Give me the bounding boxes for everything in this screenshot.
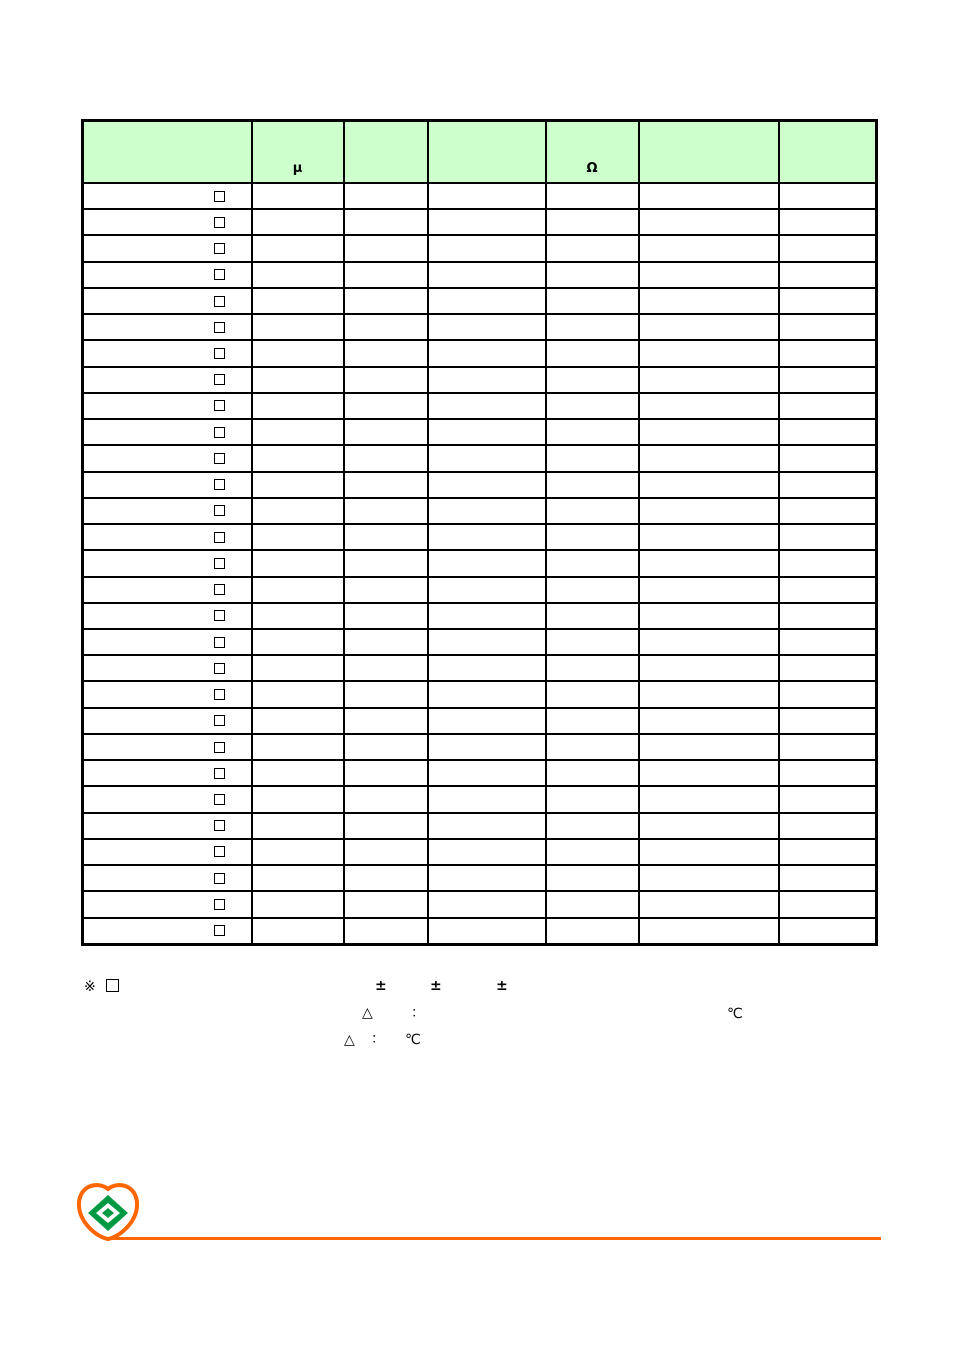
table-cell (252, 918, 344, 945)
table-cell (428, 891, 546, 917)
table-cell (546, 813, 639, 839)
table-cell (428, 498, 546, 524)
part-number-cell (83, 393, 252, 419)
part-number-cell (83, 681, 252, 707)
table-row (83, 891, 877, 917)
table-row (83, 367, 877, 393)
table-cell (252, 498, 344, 524)
table-cell (639, 603, 779, 629)
table-cell (252, 183, 344, 209)
table-row (83, 577, 877, 603)
table-cell (639, 891, 779, 917)
part-number-cell (83, 918, 252, 945)
table-cell (546, 577, 639, 603)
table-cell (546, 288, 639, 314)
table-cell (252, 655, 344, 681)
table-cell (252, 550, 344, 576)
checkbox-square-icon (214, 820, 225, 831)
table-cell (546, 918, 639, 945)
table-header-row (83, 121, 877, 184)
table-cell (428, 813, 546, 839)
checkbox-square-icon (214, 925, 225, 936)
table-cell (428, 445, 546, 471)
table-cell (252, 708, 344, 734)
table-cell (344, 472, 428, 498)
part-number-cell (83, 445, 252, 471)
table-cell (428, 183, 546, 209)
checkbox-square-icon (214, 584, 225, 595)
checkbox-square-icon (214, 505, 225, 516)
table-cell (779, 445, 877, 471)
celsius-2: ℃ (405, 1032, 421, 1048)
checkbox-square-icon (214, 663, 225, 674)
table-cell (252, 839, 344, 865)
checkbox-square-icon (214, 479, 225, 490)
company-logo-icon (76, 1183, 140, 1243)
table-cell (639, 550, 779, 576)
table-cell (779, 235, 877, 261)
table-cell (546, 839, 639, 865)
table-cell (639, 918, 779, 945)
part-number-cell (83, 550, 252, 576)
table-cell (428, 839, 546, 865)
table-cell (779, 629, 877, 655)
table-cell (639, 655, 779, 681)
checkbox-square-icon (214, 742, 225, 753)
table-row (83, 262, 877, 288)
table-cell (344, 524, 428, 550)
table-cell (639, 708, 779, 734)
table-cell (639, 419, 779, 445)
header-test-frequency (428, 121, 546, 184)
checkbox-square-icon (214, 453, 225, 464)
table-cell (428, 550, 546, 576)
table-cell (639, 367, 779, 393)
table-cell (639, 393, 779, 419)
table-cell (252, 209, 344, 235)
part-number-cell (83, 340, 252, 366)
part-number-cell (83, 524, 252, 550)
table-cell (252, 577, 344, 603)
table-cell (639, 498, 779, 524)
table-cell (779, 314, 877, 340)
note-checkbox-square (106, 979, 119, 992)
checkbox-square-icon (214, 532, 225, 543)
table-row (83, 445, 877, 471)
header-dcr: Ω (546, 121, 639, 184)
table-row (83, 813, 877, 839)
part-number-cell (83, 760, 252, 786)
checkbox-square-icon (214, 348, 225, 359)
table-cell (779, 524, 877, 550)
checkbox-square-icon (214, 558, 225, 569)
table-cell (639, 209, 779, 235)
table-row (83, 288, 877, 314)
table-cell (344, 629, 428, 655)
table-cell (779, 340, 877, 366)
header-part-number (83, 121, 252, 184)
table-cell (639, 524, 779, 550)
table-cell (428, 262, 546, 288)
checkbox-square-icon (214, 899, 225, 910)
table-cell (639, 839, 779, 865)
table-cell (428, 472, 546, 498)
checkbox-square-icon (214, 243, 225, 254)
part-number-cell (83, 262, 252, 288)
table-cell (779, 262, 877, 288)
table-cell (428, 314, 546, 340)
table-cell (252, 629, 344, 655)
table-cell (779, 891, 877, 917)
table-cell (779, 681, 877, 707)
part-number-cell (83, 367, 252, 393)
table-cell (546, 734, 639, 760)
specification-table (81, 119, 878, 946)
part-number-cell (83, 865, 252, 891)
table-cell (546, 340, 639, 366)
celsius-1: ℃ (727, 1006, 743, 1022)
table-cell (546, 603, 639, 629)
table-cell (344, 498, 428, 524)
table-cell (344, 760, 428, 786)
table-cell (428, 708, 546, 734)
table-cell (779, 577, 877, 603)
plus-minus-3: ± (496, 978, 508, 994)
table-cell (344, 839, 428, 865)
table-cell (546, 367, 639, 393)
table-row (83, 760, 877, 786)
table-cell (639, 577, 779, 603)
table-cell (779, 786, 877, 812)
delta-symbol-2: △ (344, 1032, 355, 1048)
part-number-cell (83, 498, 252, 524)
table-cell (639, 314, 779, 340)
table-cell (252, 813, 344, 839)
table-cell (344, 734, 428, 760)
table-cell (344, 235, 428, 261)
table-cell (428, 393, 546, 419)
table-cell (779, 865, 877, 891)
table-cell (344, 550, 428, 576)
table-cell (252, 419, 344, 445)
table-cell (252, 393, 344, 419)
header-inductance: μ (252, 121, 344, 184)
table-cell (639, 288, 779, 314)
table-cell (639, 734, 779, 760)
table-cell (779, 367, 877, 393)
checkbox-square-icon (214, 191, 225, 202)
table-cell (428, 629, 546, 655)
table-cell (252, 445, 344, 471)
table-cell (546, 498, 639, 524)
checkbox-square-icon (214, 610, 225, 621)
table-row (83, 183, 877, 209)
table-cell (779, 393, 877, 419)
table-cell (546, 419, 639, 445)
plus-minus-2: ± (430, 978, 442, 994)
part-number-cell (83, 734, 252, 760)
table-cell (344, 445, 428, 471)
checkbox-square-icon (214, 269, 225, 280)
part-number-cell (83, 577, 252, 603)
table-cell (639, 813, 779, 839)
table-cell (779, 550, 877, 576)
table-cell (779, 918, 877, 945)
checkbox-square-icon (214, 768, 225, 779)
table-cell (252, 340, 344, 366)
part-number-cell (83, 209, 252, 235)
table-cell (639, 340, 779, 366)
table-cell (639, 183, 779, 209)
table-cell (779, 760, 877, 786)
table-row (83, 498, 877, 524)
table-row (83, 708, 877, 734)
table-cell (639, 472, 779, 498)
table-row (83, 314, 877, 340)
table-cell (779, 708, 877, 734)
checkbox-square-icon (214, 715, 225, 726)
table-cell (252, 891, 344, 917)
part-number-cell (83, 288, 252, 314)
table-row (83, 918, 877, 945)
table-row (83, 550, 877, 576)
table-row (83, 209, 877, 235)
checkbox-square-icon (214, 296, 225, 307)
table-cell (252, 681, 344, 707)
header-tolerance (344, 121, 428, 184)
table-row (83, 235, 877, 261)
table-cell (428, 655, 546, 681)
table-cell (428, 918, 546, 945)
table-row (83, 629, 877, 655)
table-cell (546, 472, 639, 498)
part-number-cell (83, 839, 252, 865)
table-cell (252, 786, 344, 812)
table-cell (428, 865, 546, 891)
checkbox-square-icon (214, 689, 225, 700)
table-cell (428, 786, 546, 812)
table-cell (546, 786, 639, 812)
table-cell (252, 603, 344, 629)
table-cell (779, 498, 877, 524)
table-cell (428, 734, 546, 760)
table-cell (252, 288, 344, 314)
part-number-cell (83, 813, 252, 839)
table-cell (344, 891, 428, 917)
checkbox-square-icon (214, 322, 225, 333)
table-cell (344, 603, 428, 629)
table-cell (779, 655, 877, 681)
table-cell (344, 393, 428, 419)
table-cell (546, 209, 639, 235)
table-cell (639, 235, 779, 261)
table-cell (779, 183, 877, 209)
table-cell (428, 524, 546, 550)
table-cell (546, 262, 639, 288)
checkbox-square-icon (214, 427, 225, 438)
part-number-cell (83, 183, 252, 209)
table-cell (779, 472, 877, 498)
table-cell (546, 183, 639, 209)
table-cell (639, 865, 779, 891)
table-cell (344, 367, 428, 393)
table-cell (344, 419, 428, 445)
part-number-cell (83, 629, 252, 655)
table-cell (252, 262, 344, 288)
part-number-cell (83, 655, 252, 681)
table-cell (252, 367, 344, 393)
part-number-cell (83, 419, 252, 445)
checkbox-square-icon (214, 374, 225, 385)
table-cell (344, 183, 428, 209)
table-row (83, 734, 877, 760)
table-cell (252, 760, 344, 786)
table-cell (252, 865, 344, 891)
table-cell (344, 813, 428, 839)
table-cell (546, 708, 639, 734)
table-cell (639, 262, 779, 288)
table-cell (428, 603, 546, 629)
table-cell (344, 209, 428, 235)
table-cell (546, 235, 639, 261)
table-cell (428, 288, 546, 314)
table-cell (252, 314, 344, 340)
table-row (83, 393, 877, 419)
table-cell (428, 209, 546, 235)
table-cell (252, 472, 344, 498)
table-cell (639, 786, 779, 812)
table-cell (344, 314, 428, 340)
table-cell (779, 813, 877, 839)
colon-2: ： (371, 1031, 385, 1047)
table-cell (344, 786, 428, 812)
checkbox-square-icon (214, 637, 225, 648)
table-cell (344, 577, 428, 603)
table-cell (639, 629, 779, 655)
table-cell (344, 288, 428, 314)
table-cell (428, 235, 546, 261)
table-cell (546, 524, 639, 550)
table-cell (428, 419, 546, 445)
table-cell (344, 918, 428, 945)
table-cell (779, 288, 877, 314)
table-cell (428, 681, 546, 707)
table-cell (428, 577, 546, 603)
table-cell (779, 419, 877, 445)
header-saturation-current (639, 121, 779, 184)
table-cell (344, 340, 428, 366)
part-number-cell (83, 314, 252, 340)
table-cell (344, 655, 428, 681)
table-row (83, 340, 877, 366)
table-cell (546, 550, 639, 576)
table-row (83, 419, 877, 445)
part-number-cell (83, 708, 252, 734)
checkbox-square-icon (214, 400, 225, 411)
table-row (83, 603, 877, 629)
table-row (83, 865, 877, 891)
footer-divider-line (108, 1237, 881, 1240)
table-cell (779, 839, 877, 865)
table-cell (546, 760, 639, 786)
table-cell (344, 681, 428, 707)
table-row (83, 524, 877, 550)
part-number-cell (83, 786, 252, 812)
table-row (83, 681, 877, 707)
part-number-cell (83, 891, 252, 917)
table-cell (546, 314, 639, 340)
table-row (83, 655, 877, 681)
table-row (83, 472, 877, 498)
table-cell (252, 734, 344, 760)
table-cell (779, 209, 877, 235)
table-cell (639, 445, 779, 471)
table-cell (546, 865, 639, 891)
table-row (83, 786, 877, 812)
checkbox-square-icon (214, 794, 225, 805)
table-cell (252, 524, 344, 550)
part-number-cell (83, 235, 252, 261)
table-cell (344, 708, 428, 734)
part-number-cell (83, 603, 252, 629)
delta-symbol-1: △ (362, 1005, 373, 1021)
table-cell (546, 445, 639, 471)
table-cell (252, 235, 344, 261)
table-cell (546, 629, 639, 655)
table-cell (546, 655, 639, 681)
plus-minus-1: ± (375, 978, 387, 994)
table-cell (779, 734, 877, 760)
table-cell (546, 681, 639, 707)
colon-1: ： (411, 1005, 425, 1021)
table-cell (428, 340, 546, 366)
table-cell (344, 865, 428, 891)
header-rated-current (779, 121, 877, 184)
part-number-cell (83, 472, 252, 498)
table-row (83, 839, 877, 865)
reference-mark: ※ (84, 979, 96, 995)
table-cell (639, 760, 779, 786)
checkbox-square-icon (214, 846, 225, 857)
table-body (83, 183, 877, 945)
table-cell (428, 760, 546, 786)
table-cell (639, 681, 779, 707)
table-cell (344, 262, 428, 288)
checkbox-square-icon (214, 217, 225, 228)
table-cell (779, 603, 877, 629)
table-cell (546, 891, 639, 917)
table-cell (428, 367, 546, 393)
checkbox-square-icon (214, 873, 225, 884)
table-cell (546, 393, 639, 419)
